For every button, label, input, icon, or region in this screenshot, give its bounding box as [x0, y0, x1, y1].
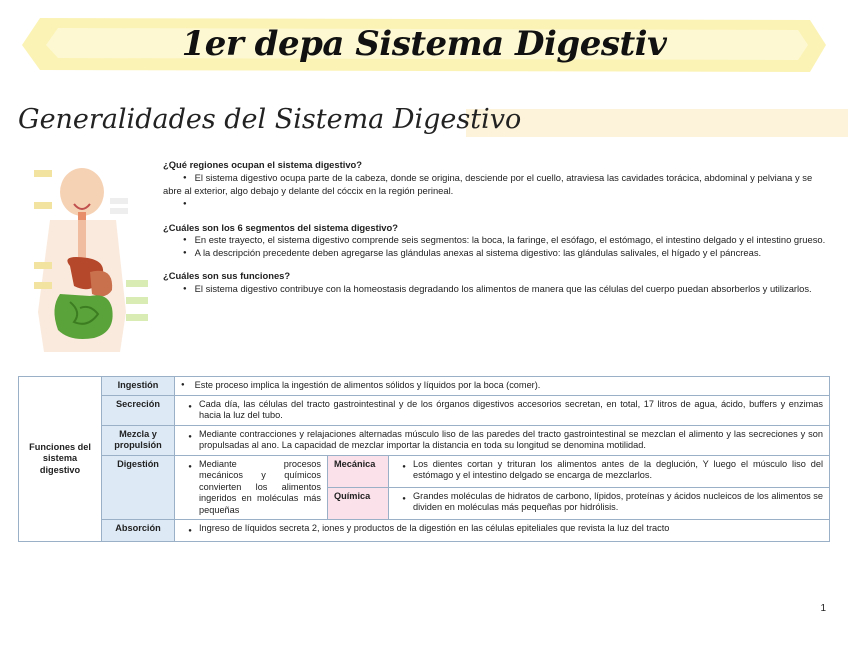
page-title: 1er depa Sistema Digestiv — [181, 24, 667, 64]
table-row — [19, 425, 830, 455]
question-segments: ¿Cuáles son los 6 segmentos del sistema digestivo? — [163, 221, 398, 233]
digestion-quimica-label: Química — [328, 487, 389, 519]
answer-segments: ● En este trayecto, el sistema digestivo comprende seis segmentos: la boca, la faringe, el esófago, el estómago, el intestino delgado y el intestino grueso. — [163, 234, 831, 247]
table-row — [19, 395, 830, 425]
question-functions: ¿Cuáles son sus funciones? — [163, 270, 291, 282]
functions-table — [18, 376, 830, 542]
table-row — [19, 520, 830, 542]
functions-main-label: Funciones del sistema digestivo — [19, 377, 102, 542]
row-label-secrecion: Secreción — [102, 395, 175, 425]
table-row — [19, 377, 830, 396]
page-number: 1 — [820, 603, 826, 614]
row-text-ingestion: ● Este proceso implica la ingestión de alimentos sólidos y líquidos por la boca (comer). — [175, 377, 830, 396]
row-label-absorcion: Absorción — [102, 520, 175, 542]
question-regions: ¿Qué regiones ocupan el sistema digestivo? — [163, 159, 363, 170]
digestion-quimica-text: ● Grandes moléculas de hidratos de carbono, lípidos, proteínas y ácidos nucleicos de los alimentos se dividen en moléculas más pequeñas por hidrólisis. — [389, 487, 830, 519]
answer-functions: ● El sistema digestivo contribuye con la homeostasis degradando los alimentos de manera que las células del cuerpo puedan absorberlos y utilizarlos. — [163, 283, 831, 296]
answer-glands: ● A la descripción precedente deben agregarse las glándulas anexas al sistema digestivo: las glándulas salivales, el hígado y el páncreas. — [163, 247, 831, 260]
qa-section — [163, 159, 831, 296]
row-text-absorcion: ● Ingreso de líquidos secreta 2, iones y productos de la digestión en las células epiteliales que revista la luz del tracto — [175, 520, 830, 542]
section-title: Generalidades del Sistema Digestivo — [18, 104, 522, 135]
digestive-system-diagram — [30, 162, 154, 362]
digestion-mecanica-text: ● Los dientes cortan y trituran los alimentos antes de la deglución, Y luego el músculo liso del estómago y el intestino delgado se encarga de mezclarlos. — [389, 455, 830, 487]
row-text-secrecion: ● Cada día, las células del tracto gastrointestinal y de los órganos digestivos accesorios secretan, en total, 17 litros de agua, ácido, buffers y enzimas hacia la luz del tubo. — [175, 395, 830, 425]
row-text-mezcla: ● Mediante contracciones y relajaciones alternadas músculo liso de las paredes del tracto gastrointestinal se mezclan el alimento y las secreciones y son propulsadas al ano. La capacidad de mezclar importar la distancia en toda su longitud se denomina motilidad. — [175, 425, 830, 455]
answer-regions: ● El sistema digestivo ocupa parte de la cabeza, donde se origina, desciende por el cuello, atraviesa las cavidades torácica, abdominal y pelviana y se abre al exterior, algo debajo y delante del cóccix en la región perineal. — [163, 172, 831, 198]
row-label-mezcla: Mezcla y propulsión — [102, 425, 175, 455]
row-label-digestion: Digestión — [102, 455, 175, 520]
empty-bullet — [183, 198, 831, 210]
row-label-ingestion: Ingestión — [102, 377, 175, 396]
subtitle-accent-bar — [466, 109, 848, 137]
table-row — [19, 455, 830, 487]
digestion-mecanica-label: Mecánica — [328, 455, 389, 487]
row-text-digestion: ● Mediante procesos mecánicos y químicos convierten los alimentos ingeridos en moléculas más pequeñas — [175, 455, 328, 520]
